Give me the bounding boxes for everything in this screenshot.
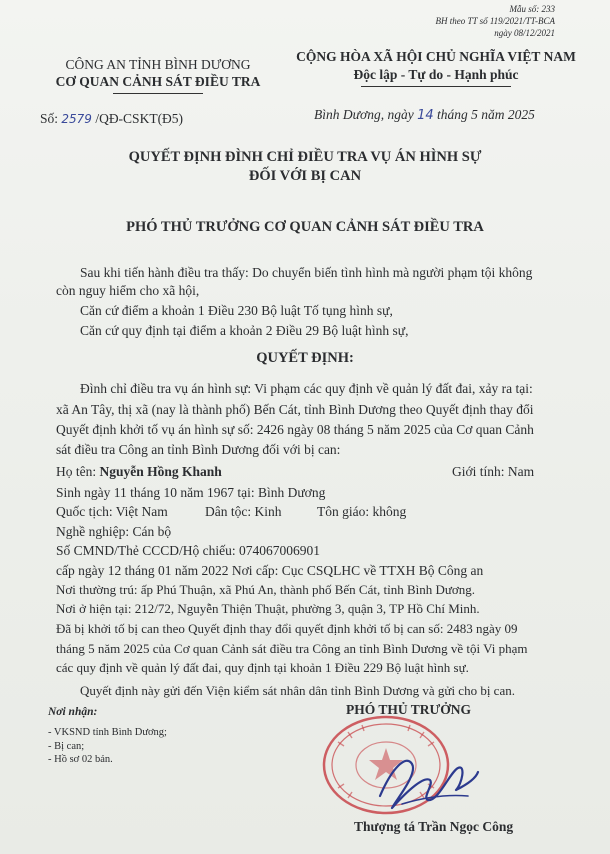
nation-line1: CỘNG HÒA XÃ HỘI CHỦ NGHĨA VIỆT NAM xyxy=(296,49,576,64)
recipient-item: - Bị can; xyxy=(48,740,85,752)
document-number-handwritten: 2579 xyxy=(61,112,92,126)
suspect-nationality: Quốc tịch: Việt Nam xyxy=(56,504,168,519)
suspect-occupation: Nghề nghiệp: Cán bộ xyxy=(56,524,172,539)
preamble-line: Sau khi tiến hành điều tra thấy: Do chuyển biến tình hình mà người phạm tội không xyxy=(80,265,533,280)
document-number-suffix: /QĐ-CSKT(Đ5) xyxy=(95,111,184,126)
prosecution-line: tháng 5 năm 2025 của Cơ quan Cảnh sát điều tra Công an tỉnh Bình Dương về tội Vi phạm xyxy=(56,641,528,656)
form-number-line3: ngày 08/12/2021 xyxy=(494,28,555,38)
recipient-item: - VKSND tỉnh Bình Dương; xyxy=(48,727,167,738)
suspect-permanent-address: Nơi thường trú: ấp Phú Thuận, xã Phú An, thành phố Bến Cát, tỉnh Bình Dương. xyxy=(56,582,476,597)
suspect-ethnicity: Dân tộc: Kinh xyxy=(205,504,282,519)
motto-underline xyxy=(361,86,511,87)
suspect-birth: Sinh ngày 11 tháng 10 năm 1967 tại: Bình Dương xyxy=(56,485,326,500)
recipients-heading: Nơi nhận: xyxy=(48,706,98,718)
recipient-item: - Hồ sơ 02 bản. xyxy=(48,754,113,765)
suspect-current-address: Nơi ở hiện tại: 212/72, Nguyễn Thiện Thuật, phường 3, quận 3, TP Hồ Chí Minh. xyxy=(56,601,480,616)
decision-line: xã An Tây, thị xã (nay là thành phố) Bến Cát, tỉnh Bình Dương theo Quyết định thay đổi xyxy=(56,402,534,417)
suspect-name: Nguyễn Hồng Khanh xyxy=(99,464,222,479)
signatory-title: PHÓ THỦ TRƯỞNG xyxy=(346,702,472,717)
title-line1: QUYẾT ĐỊNH ĐÌNH CHỈ ĐIỀU TRA VỤ ÁN HÌNH SỰ xyxy=(128,149,482,165)
preamble-line: Căn cứ quy định tại điểm a khoản 2 Điều 29 Bộ luật hình sự, xyxy=(80,323,409,338)
date-suffix: tháng 5 năm 2025 xyxy=(436,107,535,122)
nation-motto: Độc lập - Tự do - Hạnh phúc xyxy=(353,67,519,82)
suspect-id-issued: cấp ngày 12 tháng 01 năm 2022 Nơi cấp: Cục CSQLHC về TTXH Bộ Công an xyxy=(56,563,484,578)
signatory-name: Thượng tá Trần Ngọc Công xyxy=(354,819,514,834)
title-line2: ĐỐI VỚI BỊ CAN xyxy=(248,168,362,184)
recipients-list xyxy=(48,726,167,767)
prosecution-line: các quy định về quản lý đất đai, quy định tại khoản 1 Điều 229 Bộ luật hình sự. xyxy=(56,660,469,675)
preamble-line: Căn cứ điểm a khoản 1 Điều 230 Bộ luật Tố tụng hình sự, xyxy=(80,303,393,318)
national-header xyxy=(286,48,586,87)
document-title xyxy=(0,148,610,186)
issue-date xyxy=(314,107,535,123)
decision-line: Đình chỉ điều tra vụ án hình sự: Vi phạm các quy định về quản lý đất đai, xảy ra tại: xyxy=(80,381,533,396)
form-number-line1: Mẫu số: 233 xyxy=(509,4,555,14)
decision-line: sát điều tra Công an tỉnh Bình Dương đối với bị can: xyxy=(56,442,341,457)
form-number xyxy=(435,3,555,39)
issuer-title: PHÓ THỦ TRƯỞNG CƠ QUAN CẢNH SÁT ĐIỀU TRA xyxy=(126,219,484,235)
suspect-gender: Giới tính: Nam xyxy=(452,464,535,479)
document-number xyxy=(40,111,183,127)
agency-header xyxy=(38,56,278,94)
suspect-name-label: Họ tên: xyxy=(56,464,97,479)
decision-heading: QUYẾT ĐỊNH: xyxy=(256,350,354,366)
distribution-line: Quyết định này gửi đến Viện kiểm sát nhân dân tỉnh Bình Dương và gửi cho bị can. xyxy=(80,683,515,698)
prosecution-line: Đã bị khởi tố bị can theo Quyết định thay đổi quyết định khởi tố bị can số: 2483 ngày 09 xyxy=(56,621,518,636)
suspect-religion: Tôn giáo: không xyxy=(317,504,407,519)
date-day-handwritten: 14 xyxy=(417,108,434,123)
agency-line2: CƠ QUAN CẢNH SÁT ĐIỀU TRA xyxy=(55,74,261,89)
agency-line1: CÔNG AN TỈNH BÌNH DƯƠNG xyxy=(65,57,251,72)
preamble-line: còn nguy hiểm cho xã hội, xyxy=(56,283,200,298)
handwritten-signature xyxy=(372,738,482,816)
agency-underline xyxy=(113,93,203,94)
document-number-prefix: Số: xyxy=(40,111,59,126)
decision-line: Quyết định khởi tố vụ án hình sự số: 2426 ngày 08 tháng 5 năm 2025 của Cơ quan Cảnh xyxy=(56,422,534,437)
suspect-id-number: Số CMND/Thẻ CCCD/Hộ chiếu: 074067006901 xyxy=(56,543,321,558)
suspect-name-row xyxy=(56,464,222,480)
form-number-line2: BH theo TT số 119/2021/TT-BCA xyxy=(435,16,555,26)
date-prefix: Bình Dương, ngày xyxy=(314,107,414,122)
